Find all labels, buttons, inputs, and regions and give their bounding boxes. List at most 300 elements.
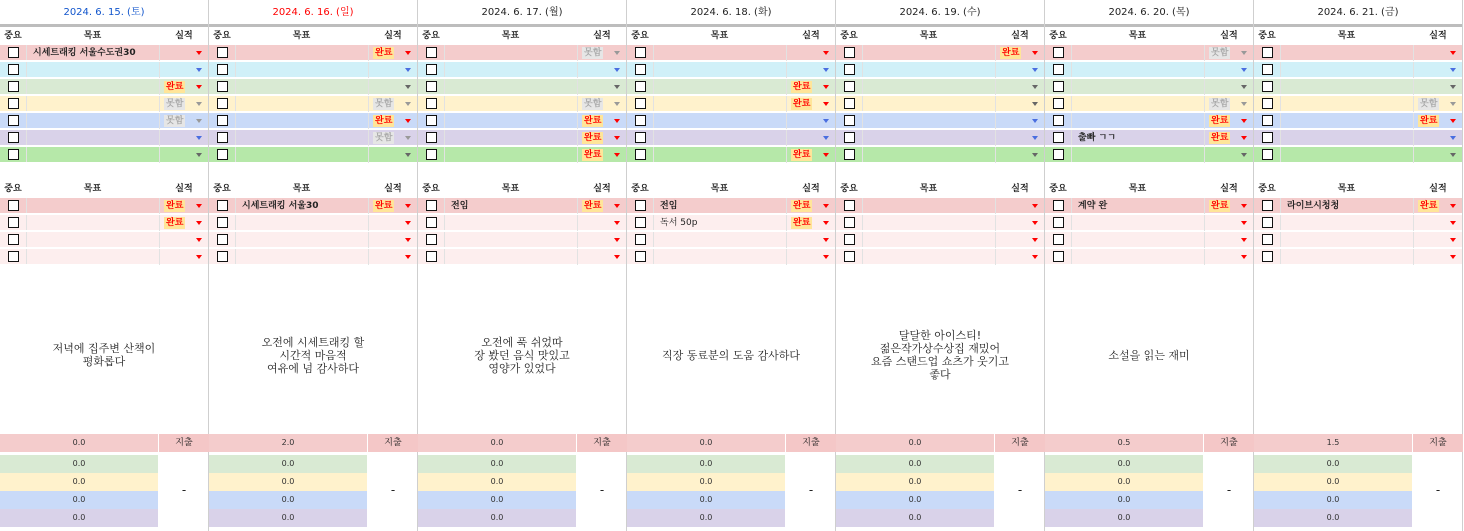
cell-divider — [862, 130, 863, 145]
result-dropdown[interactable] — [786, 147, 836, 163]
result-dropdown[interactable] — [786, 79, 836, 95]
dropdown-arrow-icon[interactable] — [196, 85, 202, 89]
expense-value[interactable]: - — [808, 483, 814, 497]
day-column — [209, 0, 418, 531]
importance-checkbox[interactable] — [217, 98, 228, 109]
expense-value[interactable]: - — [1017, 483, 1023, 497]
dropdown-arrow-icon[interactable] — [823, 85, 829, 89]
importance-checkbox[interactable] — [8, 115, 19, 126]
importance-checkbox[interactable] — [635, 64, 646, 75]
dropdown-arrow-icon[interactable] — [1032, 119, 1038, 123]
dropdown-arrow-icon[interactable] — [196, 204, 202, 208]
cell-divider — [653, 113, 654, 128]
dropdown-arrow-icon[interactable] — [1032, 85, 1038, 89]
dropdown-arrow-icon[interactable] — [614, 68, 620, 72]
importance-checkbox[interactable] — [8, 200, 19, 211]
importance-checkbox[interactable] — [426, 149, 437, 160]
dropdown-arrow-icon[interactable] — [1450, 153, 1456, 157]
importance-checkbox[interactable] — [8, 81, 19, 92]
dropdown-arrow-icon[interactable] — [1241, 238, 1247, 242]
expense-label: 지출 — [1204, 434, 1254, 452]
dropdown-arrow-icon[interactable] — [405, 238, 411, 242]
importance-checkbox[interactable] — [1262, 217, 1273, 228]
importance-checkbox[interactable] — [8, 149, 19, 160]
result-dropdown[interactable] — [995, 113, 1045, 129]
importance-checkbox[interactable] — [426, 64, 437, 75]
importance-checkbox[interactable] — [1262, 149, 1273, 160]
goal-row — [1045, 62, 1253, 78]
importance-checkbox[interactable] — [426, 234, 437, 245]
result-dropdown[interactable] — [368, 198, 418, 214]
dropdown-arrow-icon[interactable] — [405, 119, 411, 123]
importance-checkbox[interactable] — [844, 115, 855, 126]
result-dropdown[interactable] — [577, 249, 627, 265]
result-dropdown[interactable] — [786, 96, 836, 112]
result-dropdown[interactable] — [1413, 130, 1463, 146]
header-goal: 목표 — [1337, 184, 1356, 194]
dropdown-arrow-icon[interactable] — [614, 102, 620, 106]
dropdown-arrow-icon[interactable] — [614, 255, 620, 259]
importance-checkbox[interactable] — [1053, 47, 1064, 58]
importance-checkbox[interactable] — [8, 64, 19, 75]
result-dropdown[interactable] — [577, 232, 627, 248]
result-dropdown[interactable] — [368, 130, 418, 146]
cell-divider — [1071, 79, 1072, 94]
result-dropdown[interactable] — [159, 96, 209, 112]
importance-checkbox[interactable] — [635, 251, 646, 262]
importance-checkbox[interactable] — [426, 217, 437, 228]
result-dropdown[interactable] — [159, 79, 209, 95]
expense-value[interactable]: - — [599, 483, 605, 497]
dropdown-arrow-icon[interactable] — [196, 136, 202, 140]
importance-checkbox[interactable] — [635, 81, 646, 92]
importance-checkbox[interactable] — [1262, 81, 1273, 92]
dropdown-arrow-icon[interactable] — [196, 153, 202, 157]
dropdown-arrow-icon[interactable] — [1241, 221, 1247, 225]
result-dropdown[interactable] — [995, 147, 1045, 163]
gratitude-note[interactable]: 달달한 아이스티! 젊은작가상수상집 재밌어 요즘 스탠드업 쇼츠가 웃기고 좋다 — [870, 329, 1009, 381]
result-dropdown[interactable] — [1413, 249, 1463, 265]
result-dropdown[interactable] — [1413, 45, 1463, 61]
result-dropdown[interactable] — [1413, 113, 1463, 129]
dropdown-arrow-icon[interactable] — [405, 51, 411, 55]
goal-row — [1045, 45, 1253, 61]
dropdown-arrow-icon[interactable] — [823, 204, 829, 208]
dropdown-arrow-icon[interactable] — [823, 68, 829, 72]
dropdown-arrow-icon[interactable] — [1032, 102, 1038, 106]
importance-checkbox[interactable] — [635, 98, 646, 109]
dropdown-arrow-icon[interactable] — [1450, 136, 1456, 140]
result-dropdown[interactable] — [368, 96, 418, 112]
dropdown-arrow-icon[interactable] — [823, 136, 829, 140]
cell-divider — [26, 45, 27, 60]
result-dropdown[interactable] — [1204, 79, 1254, 95]
gratitude-note[interactable]: 오전에 시세트래킹 할 시간적 마음적 여유에 넘 감사하다 — [261, 335, 365, 375]
dropdown-arrow-icon[interactable] — [1032, 221, 1038, 225]
importance-checkbox[interactable] — [217, 81, 228, 92]
header-result: 실적 — [175, 31, 193, 41]
importance-checkbox[interactable] — [1053, 64, 1064, 75]
dropdown-arrow-icon[interactable] — [1450, 204, 1456, 208]
header-goal: 목표 — [83, 184, 102, 194]
result-dropdown[interactable] — [786, 62, 836, 78]
dropdown-arrow-icon[interactable] — [1241, 119, 1247, 123]
goal-row — [836, 113, 1044, 129]
goal-text[interactable]: 독서 50p — [660, 218, 698, 228]
result-dropdown[interactable] — [1204, 249, 1254, 265]
importance-checkbox[interactable] — [635, 115, 646, 126]
dropdown-arrow-icon[interactable] — [823, 102, 829, 106]
result-dropdown[interactable] — [159, 147, 209, 163]
result-dropdown[interactable] — [368, 147, 418, 163]
dropdown-arrow-icon[interactable] — [1241, 51, 1247, 55]
cell-divider — [1280, 113, 1281, 128]
goal-text[interactable]: 시세트래킹 서울수도권30 — [33, 48, 136, 58]
result-dropdown[interactable] — [159, 113, 209, 129]
goal-text[interactable]: 계약 완 — [1078, 201, 1108, 211]
importance-checkbox[interactable] — [217, 149, 228, 160]
importance-checkbox[interactable] — [1262, 132, 1273, 143]
cell-divider — [26, 96, 27, 111]
dropdown-arrow-icon[interactable] — [405, 204, 411, 208]
importance-checkbox[interactable] — [426, 132, 437, 143]
gratitude-note[interactable]: 소설을 읽는 재미 — [1108, 348, 1190, 362]
dropdown-arrow-icon[interactable] — [1241, 204, 1247, 208]
goal-row — [627, 79, 835, 95]
importance-checkbox[interactable] — [426, 200, 437, 211]
result-dropdown[interactable] — [577, 147, 627, 163]
dropdown-arrow-icon[interactable] — [614, 51, 620, 55]
importance-checkbox[interactable] — [635, 200, 646, 211]
dropdown-arrow-icon[interactable] — [614, 136, 620, 140]
importance-checkbox[interactable] — [217, 200, 228, 211]
importance-checkbox[interactable] — [426, 251, 437, 262]
day-date: 2024. 6. 15. (토) — [0, 0, 208, 27]
importance-checkbox[interactable] — [1053, 217, 1064, 228]
importance-checkbox[interactable] — [1262, 234, 1273, 245]
result-dropdown[interactable] — [995, 96, 1045, 112]
result-dropdown[interactable] — [577, 96, 627, 112]
result-dropdown[interactable] — [1413, 198, 1463, 214]
importance-checkbox[interactable] — [844, 81, 855, 92]
importance-checkbox[interactable] — [1262, 200, 1273, 211]
dropdown-arrow-icon[interactable] — [1032, 68, 1038, 72]
result-dropdown[interactable] — [159, 45, 209, 61]
result-dropdown[interactable] — [786, 113, 836, 129]
result-dropdown[interactable] — [1413, 79, 1463, 95]
result-dropdown[interactable] — [1204, 113, 1254, 129]
importance-checkbox[interactable] — [217, 64, 228, 75]
result-dropdown[interactable] — [577, 215, 627, 231]
importance-checkbox[interactable] — [8, 217, 19, 228]
dropdown-arrow-icon[interactable] — [1450, 221, 1456, 225]
importance-checkbox[interactable] — [8, 47, 19, 58]
importance-checkbox[interactable] — [844, 132, 855, 143]
dropdown-arrow-icon[interactable] — [1032, 204, 1038, 208]
cell-divider — [862, 249, 863, 264]
dropdown-arrow-icon[interactable] — [1032, 238, 1038, 242]
result-dropdown[interactable] — [786, 198, 836, 214]
gratitude-note[interactable]: 저녁에 집주변 산책이 평화롭다 — [52, 342, 156, 368]
importance-checkbox[interactable] — [1053, 234, 1064, 245]
result-dropdown[interactable] — [159, 198, 209, 214]
header-result: 실적 — [175, 184, 193, 194]
result-dropdown[interactable] — [1204, 45, 1254, 61]
dropdown-arrow-icon[interactable] — [405, 153, 411, 157]
dropdown-arrow-icon[interactable] — [1032, 51, 1038, 55]
dropdown-arrow-icon[interactable] — [196, 221, 202, 225]
result-dropdown[interactable] — [1413, 232, 1463, 248]
cell-divider — [862, 79, 863, 94]
dropdown-arrow-icon[interactable] — [405, 68, 411, 72]
goal-text[interactable]: 전임 — [451, 201, 469, 211]
result-dropdown[interactable] — [159, 232, 209, 248]
goal-row — [1254, 249, 1462, 265]
result-dropdown[interactable] — [577, 198, 627, 214]
importance-checkbox[interactable] — [844, 47, 855, 58]
goal-row — [1254, 113, 1462, 129]
goal-row — [209, 62, 417, 78]
importance-checkbox[interactable] — [844, 64, 855, 75]
result-dropdown[interactable] — [1204, 96, 1254, 112]
importance-checkbox[interactable] — [635, 47, 646, 58]
result-dropdown[interactable] — [786, 215, 836, 231]
gratitude-note[interactable]: 직장 동료분의 도움 감사하다 — [661, 348, 800, 362]
dropdown-arrow-icon[interactable] — [196, 119, 202, 123]
dropdown-arrow-icon[interactable] — [614, 204, 620, 208]
importance-checkbox[interactable] — [426, 47, 437, 58]
result-dropdown[interactable] — [786, 130, 836, 146]
dropdown-arrow-icon[interactable] — [1450, 51, 1456, 55]
cell-divider — [444, 113, 445, 128]
importance-checkbox[interactable] — [1262, 251, 1273, 262]
result-dropdown[interactable] — [1204, 198, 1254, 214]
goal-text[interactable]: 출빠 ㄱㄱ — [1078, 133, 1116, 143]
dropdown-arrow-icon[interactable] — [405, 221, 411, 225]
dropdown-arrow-icon[interactable] — [614, 119, 620, 123]
dropdown-arrow-icon[interactable] — [823, 255, 829, 259]
result-dropdown[interactable] — [1204, 130, 1254, 146]
dropdown-arrow-icon[interactable] — [1032, 136, 1038, 140]
dropdown-arrow-icon[interactable] — [1241, 153, 1247, 157]
importance-checkbox[interactable] — [1053, 251, 1064, 262]
dropdown-arrow-icon[interactable] — [823, 238, 829, 242]
result-dropdown[interactable] — [1204, 147, 1254, 163]
importance-checkbox[interactable] — [1053, 200, 1064, 211]
importance-checkbox[interactable] — [1053, 98, 1064, 109]
summary-value: 0.0 — [627, 509, 785, 527]
result-value: 못함 — [584, 99, 602, 109]
cell-divider — [444, 249, 445, 264]
importance-checkbox[interactable] — [1053, 115, 1064, 126]
importance-checkbox[interactable] — [1262, 64, 1273, 75]
dropdown-arrow-icon[interactable] — [196, 255, 202, 259]
goal-text[interactable]: 시세트래킹 서울30 — [242, 201, 319, 211]
importance-checkbox[interactable] — [1262, 115, 1273, 126]
goal-text[interactable]: 전임 — [660, 201, 678, 211]
dropdown-arrow-icon[interactable] — [1450, 255, 1456, 259]
cell-divider — [1071, 249, 1072, 264]
result-dropdown[interactable] — [368, 249, 418, 265]
result-dropdown[interactable] — [786, 249, 836, 265]
importance-checkbox[interactable] — [844, 217, 855, 228]
importance-checkbox[interactable] — [1053, 81, 1064, 92]
summary-value: 0.0 — [418, 455, 576, 473]
dropdown-arrow-icon[interactable] — [196, 102, 202, 106]
gratitude-note[interactable]: 오전에 푹 쉬었따 장 봤던 음식 맛있고 영양가 있었다 — [474, 335, 570, 375]
importance-checkbox[interactable] — [217, 115, 228, 126]
dropdown-arrow-icon[interactable] — [1241, 85, 1247, 89]
result-dropdown[interactable] — [1413, 215, 1463, 231]
result-dropdown[interactable] — [159, 249, 209, 265]
dropdown-arrow-icon[interactable] — [614, 238, 620, 242]
importance-checkbox[interactable] — [217, 47, 228, 58]
summary-value: 0.0 — [1045, 473, 1203, 491]
result-dropdown[interactable] — [995, 62, 1045, 78]
importance-checkbox[interactable] — [217, 234, 228, 245]
importance-checkbox[interactable] — [217, 132, 228, 143]
result-dropdown[interactable] — [1413, 147, 1463, 163]
importance-checkbox[interactable] — [844, 234, 855, 245]
dropdown-arrow-icon[interactable] — [405, 85, 411, 89]
dropdown-arrow-icon[interactable] — [1032, 153, 1038, 157]
result-dropdown[interactable] — [368, 79, 418, 95]
dropdown-arrow-icon[interactable] — [614, 221, 620, 225]
result-dropdown[interactable] — [368, 232, 418, 248]
result-dropdown[interactable] — [1204, 62, 1254, 78]
result-dropdown[interactable] — [577, 79, 627, 95]
dropdown-arrow-icon[interactable] — [823, 51, 829, 55]
result-dropdown[interactable] — [577, 130, 627, 146]
goal-text[interactable]: 라이브시청청 — [1287, 201, 1340, 211]
result-dropdown[interactable] — [1413, 96, 1463, 112]
dropdown-arrow-icon[interactable] — [1241, 68, 1247, 72]
dropdown-arrow-icon[interactable] — [1032, 255, 1038, 259]
result-dropdown[interactable] — [368, 215, 418, 231]
result-dropdown[interactable] — [159, 62, 209, 78]
result-dropdown[interactable] — [995, 249, 1045, 265]
importance-checkbox[interactable] — [426, 98, 437, 109]
importance-checkbox[interactable] — [8, 98, 19, 109]
cell-divider — [444, 62, 445, 77]
cell-divider — [1280, 130, 1281, 145]
result-dropdown[interactable] — [577, 62, 627, 78]
day-date: 2024. 6. 17. (월) — [418, 0, 626, 27]
goal-row — [1254, 45, 1462, 61]
result-dropdown[interactable] — [1204, 232, 1254, 248]
dropdown-arrow-icon[interactable] — [1450, 85, 1456, 89]
dropdown-arrow-icon[interactable] — [823, 221, 829, 225]
cell-divider — [235, 113, 236, 128]
dropdown-arrow-icon[interactable] — [1241, 136, 1247, 140]
cell-divider — [1071, 62, 1072, 77]
result-dropdown[interactable] — [1413, 62, 1463, 78]
importance-checkbox[interactable] — [844, 251, 855, 262]
result-dropdown[interactable] — [1204, 215, 1254, 231]
result-value: 완료 — [1420, 116, 1438, 126]
result-dropdown[interactable] — [368, 62, 418, 78]
expense-value[interactable]: - — [1435, 483, 1441, 497]
importance-checkbox[interactable] — [217, 251, 228, 262]
dropdown-arrow-icon[interactable] — [196, 68, 202, 72]
goal-row — [1045, 96, 1253, 112]
expense-value[interactable]: - — [1226, 483, 1232, 497]
result-dropdown[interactable] — [577, 113, 627, 129]
dropdown-arrow-icon[interactable] — [1450, 68, 1456, 72]
dropdown-arrow-icon[interactable] — [196, 51, 202, 55]
dropdown-arrow-icon[interactable] — [1450, 238, 1456, 242]
importance-checkbox[interactable] — [426, 115, 437, 126]
result-dropdown[interactable] — [786, 45, 836, 61]
importance-checkbox[interactable] — [635, 234, 646, 245]
result-dropdown[interactable] — [159, 130, 209, 146]
importance-checkbox[interactable] — [1262, 47, 1273, 58]
cell-divider — [235, 249, 236, 264]
importance-checkbox[interactable] — [426, 81, 437, 92]
day-column — [1254, 0, 1463, 531]
importance-checkbox[interactable] — [1053, 149, 1064, 160]
result-dropdown[interactable] — [786, 232, 836, 248]
importance-checkbox[interactable] — [844, 98, 855, 109]
dropdown-arrow-icon[interactable] — [823, 119, 829, 123]
result-dropdown[interactable] — [577, 45, 627, 61]
result-dropdown[interactable] — [995, 45, 1045, 61]
result-value: 못함 — [584, 48, 602, 58]
result-value: 완료 — [1211, 201, 1229, 211]
result-dropdown[interactable] — [995, 130, 1045, 146]
dropdown-arrow-icon[interactable] — [1241, 102, 1247, 106]
importance-checkbox[interactable] — [8, 132, 19, 143]
dropdown-arrow-icon[interactable] — [1450, 119, 1456, 123]
result-dropdown[interactable] — [995, 232, 1045, 248]
dropdown-arrow-icon[interactable] — [823, 153, 829, 157]
dropdown-arrow-icon[interactable] — [614, 153, 620, 157]
dropdown-arrow-icon[interactable] — [405, 136, 411, 140]
importance-checkbox[interactable] — [8, 234, 19, 245]
importance-checkbox[interactable] — [844, 149, 855, 160]
result-value: 완료 — [793, 82, 811, 92]
dropdown-arrow-icon[interactable] — [405, 255, 411, 259]
result-value: 완료 — [166, 201, 184, 211]
dropdown-arrow-icon[interactable] — [1241, 255, 1247, 259]
dropdown-arrow-icon[interactable] — [196, 238, 202, 242]
cell-divider — [653, 232, 654, 247]
importance-checkbox[interactable] — [844, 200, 855, 211]
result-dropdown[interactable] — [995, 79, 1045, 95]
result-dropdown[interactable] — [159, 215, 209, 231]
result-dropdown[interactable] — [368, 45, 418, 61]
expense-value[interactable]: - — [181, 483, 187, 497]
importance-checkbox[interactable] — [217, 217, 228, 228]
cell-divider — [26, 249, 27, 264]
importance-checkbox[interactable] — [635, 217, 646, 228]
importance-checkbox[interactable] — [635, 132, 646, 143]
result-dropdown[interactable] — [995, 198, 1045, 214]
expense-value[interactable]: - — [390, 483, 396, 497]
result-dropdown[interactable] — [368, 113, 418, 129]
result-dropdown[interactable] — [995, 215, 1045, 231]
header-goal: 목표 — [501, 31, 520, 41]
dropdown-arrow-icon[interactable] — [614, 85, 620, 89]
importance-checkbox[interactable] — [1262, 98, 1273, 109]
importance-checkbox[interactable] — [1053, 132, 1064, 143]
dropdown-arrow-icon[interactable] — [405, 102, 411, 106]
importance-checkbox[interactable] — [635, 149, 646, 160]
dropdown-arrow-icon[interactable] — [1450, 102, 1456, 106]
cell-divider — [444, 130, 445, 145]
gratitude-note[interactable] — [1254, 300, 1462, 410]
importance-checkbox[interactable] — [8, 251, 19, 262]
